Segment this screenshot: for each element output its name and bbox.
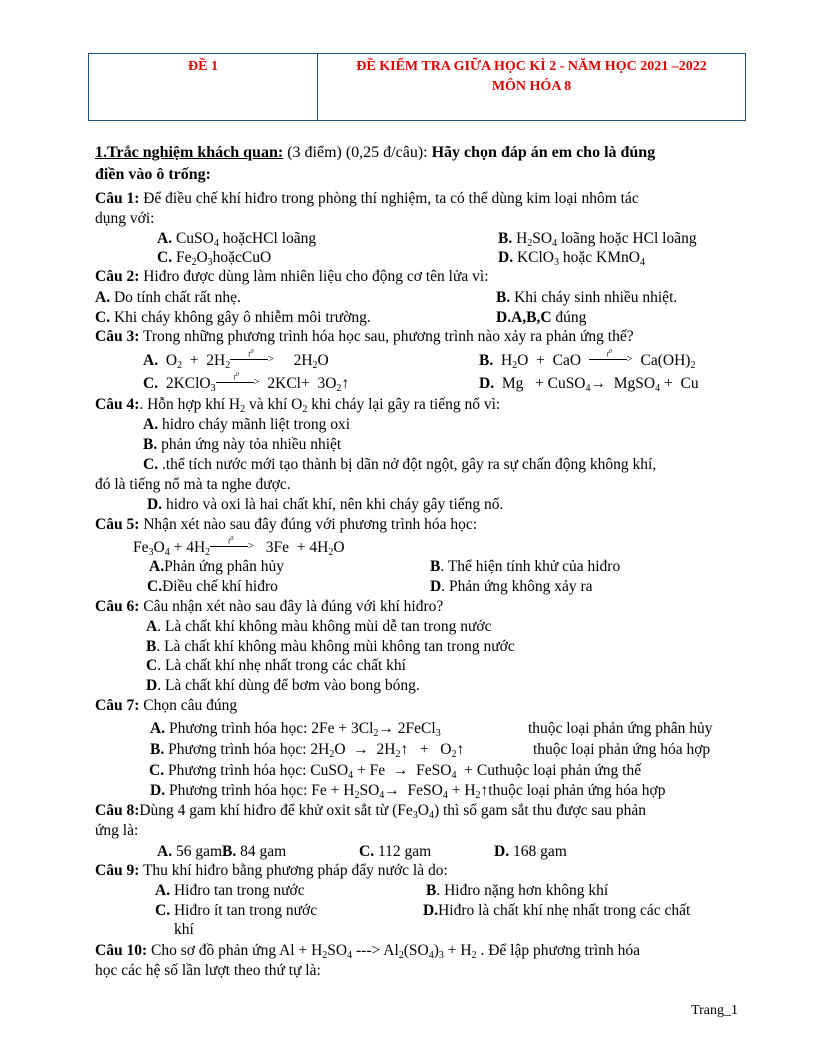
q1-option-c[interactable]: C. $Fe_2O_3hoặcCuO$ [157, 249, 272, 268]
question-8: Câu 8:Dùng 4 gam khí hiđro để khử oxit sắt từ $(Fe_3O_4)$ thì số gam sắt thu được sau phản [95, 802, 646, 821]
q3-option-d[interactable]: D. Mg + CuSO$_4$→ MgSO$_4$ + Cu [479, 375, 699, 394]
question-10-line2: học các hệ số lần lượt theo thứ tự là: [95, 962, 321, 979]
q5-option-a[interactable]: A.Phản ứng phân hủy [149, 558, 284, 575]
q7-option-a[interactable]: A. Phương trình hóa học: $2Fe + 3Cl_2\to$ 2FeCl$_3$ [150, 720, 441, 739]
section-instruction: Hãy chọn đáp án em cho là đúng [431, 144, 656, 161]
q5-option-c[interactable]: C.Điều chế khí hiđro [147, 578, 278, 595]
q1-text2: dụng với: [95, 210, 155, 227]
exam-title: ĐỀ KIỂM TRA GIỮA HỌC KÌ 2 - NĂM HỌC 2021 –2022 [356, 59, 707, 74]
q3-text: Trong những phương trình hóa học sau, phương trình nào xảy ra phản ứng thế? [139, 328, 634, 345]
q4-option-c[interactable]: C. .thể tích nước mới tạo thành bị dãn nở đột ngột, gây ra sự chấn động không khí, [143, 456, 657, 473]
q2-text: Hiđro được dùng làm nhiên liệu cho động cơ tên lửa vì: [139, 268, 489, 285]
section-title-line [95, 143, 655, 163]
q9-option-d[interactable]: D.Hiđro là chất khí nhẹ nhất trong các chất [423, 902, 691, 919]
q1-option-d[interactable]: D. KClO$_3$ hoặc KMnO$_4$ [498, 249, 645, 268]
q2-option-b[interactable]: B. Khi cháy sinh nhiều nhiệt. [496, 289, 678, 306]
page-number: Trang_1 [691, 1003, 738, 1018]
q5-option-d[interactable]: D. Phản ứng không xảy ra [430, 578, 593, 595]
q9-option-a[interactable]: A. Hiđro tan trong nước [155, 882, 305, 899]
q2-option-d[interactable]: D.A,B,C đúng [496, 309, 587, 326]
q7-option-a-type: thuộc loại phản ứng phân hủy [528, 720, 713, 737]
q1-option-b[interactable]: B. $H_2SO_4$ loãng hoặc HCl loãng [498, 230, 697, 249]
question-10: Câu 10: Cho sơ đồ phản ứng $Al + H_2SO_4$ ---> $Al_2(SO_4)_3 + H_2$ . Để lập phương trình hóa [95, 942, 640, 961]
header-table [88, 53, 746, 121]
q4-option-a[interactable]: A. hidro cháy mãnh liệt trong oxi [143, 416, 351, 433]
q8-option-d[interactable]: D. 168 gam [494, 843, 567, 860]
q3-option-c[interactable]: C. 2KClO$_3$ $t^0$ > $2KCl+ 3O_2↑$ [143, 372, 350, 394]
q8-option-c[interactable]: C. 112 gam [359, 843, 432, 860]
section-points: (3 điểm) (0,25 đ/câu): [283, 144, 432, 161]
q8-options-ab[interactable]: A. 56 gamB. 84 gam [157, 843, 287, 860]
q4-option-c-line2: đó là tiếng nổ mà ta nghe được. [95, 476, 291, 493]
exam-subject: MÔN HÓA 8 [491, 79, 572, 94]
section-title: 1.Trắc nghiệm khách quan: [95, 144, 284, 161]
q3-option-b[interactable]: B. $H_2O$ + CaO $t^0$ > $Ca(OH)_2$ [479, 349, 696, 371]
question-6: Câu 6: Câu nhận xét nào sau đây là đúng với khí hiđro? [95, 598, 444, 615]
header-left-cell [89, 54, 318, 120]
q9-option-b[interactable]: B. Hiđro nặng hơn không khí [426, 882, 609, 899]
arrow-icon: $t^0$ > [230, 351, 274, 365]
question-8-line2: ứng là: [95, 822, 139, 839]
q9-option-c[interactable]: C. Hiđro ít tan trong nước [155, 902, 318, 919]
q5-equation: $Fe_3O_4 + 4H_2$ $t^0$ > $3Fe + 4H_2O$ [133, 536, 345, 558]
q7-option-b-type: thuộc loại phản ứng hóa hợp [533, 741, 711, 758]
q4-option-d[interactable]: D. hidro và oxi là hai chất khí, nên khi cháy gây tiếng nổ. [147, 496, 504, 513]
question-7: Câu 7: Chọn câu đúng [95, 697, 238, 714]
section-instruction-2: điền vào ô trống: [95, 166, 211, 183]
q4-option-b[interactable]: B. phản ứng này tỏa nhiều nhiệt [143, 436, 342, 453]
exam-code: ĐỀ 1 [188, 59, 218, 74]
q3-option-a[interactable]: A. $O_2 + 2H_2$ $t^0$ > $2H_2O$ [143, 349, 329, 371]
question-1 [95, 189, 639, 209]
section-instruction-line2 [95, 165, 211, 185]
q9-option-d-line2: khí [174, 921, 194, 938]
q6-option-c[interactable]: C. Là chất khí nhẹ nhất trong các chất khí [146, 657, 406, 674]
header-right-cell [318, 54, 745, 120]
q6-option-d[interactable]: D. Là chất khí dùng để bơm vào bong bóng. [146, 677, 420, 694]
q2-option-a[interactable]: A. Do tính chất rất nhẹ. [95, 289, 241, 306]
q7-option-b[interactable]: B. Phương trình hóa học: $2H_2O$ → $2H_2↑$ + $O_2↑$ [150, 741, 465, 760]
q6-option-b[interactable]: B. Là chất khí không màu không mùi không tan trong nước [146, 638, 515, 655]
question-4: Câu 4:. Hỗn hợp khí $H_2$ và khí $O_2$ khi cháy lại gây ra tiếng nổ vì: [95, 396, 501, 415]
q6-option-a[interactable]: A. Là chất khí không màu không mùi dễ tan trong nước [146, 618, 492, 635]
question-5: Câu 5: Nhận xét nào sau đây đúng với phương trình hóa học: [95, 516, 478, 533]
arrow-icon: $t^0$ > [210, 538, 254, 552]
q3-label: Câu 3: [95, 328, 140, 345]
q1-option-a[interactable]: A. CuSO$_4$ hoặcHCl loãng [157, 230, 317, 249]
q5-option-b[interactable]: B. Thể hiện tính khử của hiđro [430, 558, 621, 575]
q7-option-c[interactable]: C. Phương trình hóa học: CuSO$_4$ + Fe → FeSO$_4$ + Cuthuộc loại phản ứng thế [149, 762, 642, 781]
q7-option-d[interactable]: D. Phương trình hóa học: $Fe + H_2SO_4\to$ FeSO$_4$ + $H_2↑thuộc$ loại phản ứng hóa hợp [150, 782, 666, 801]
arrow-icon: $t^0$ > [589, 351, 633, 365]
question-9: Câu 9: Thu khí hiđro bằng phương pháp đẩy nước là do: [95, 862, 448, 879]
q1-label: Câu 1: [95, 190, 140, 207]
q2-option-c[interactable]: C. Khi cháy không gây ô nhiễm môi trường. [95, 309, 371, 326]
question-1-line2 [95, 209, 154, 229]
arrow-icon: $t^0$ > [216, 374, 260, 388]
question-3 [95, 327, 634, 347]
question-2 [95, 267, 489, 287]
q2-label: Câu 2: [95, 268, 140, 285]
q1-text: Để điều chế khí hiđro trong phòng thí nghiệm, ta có thể dùng kim loại nhôm tác [139, 190, 639, 207]
